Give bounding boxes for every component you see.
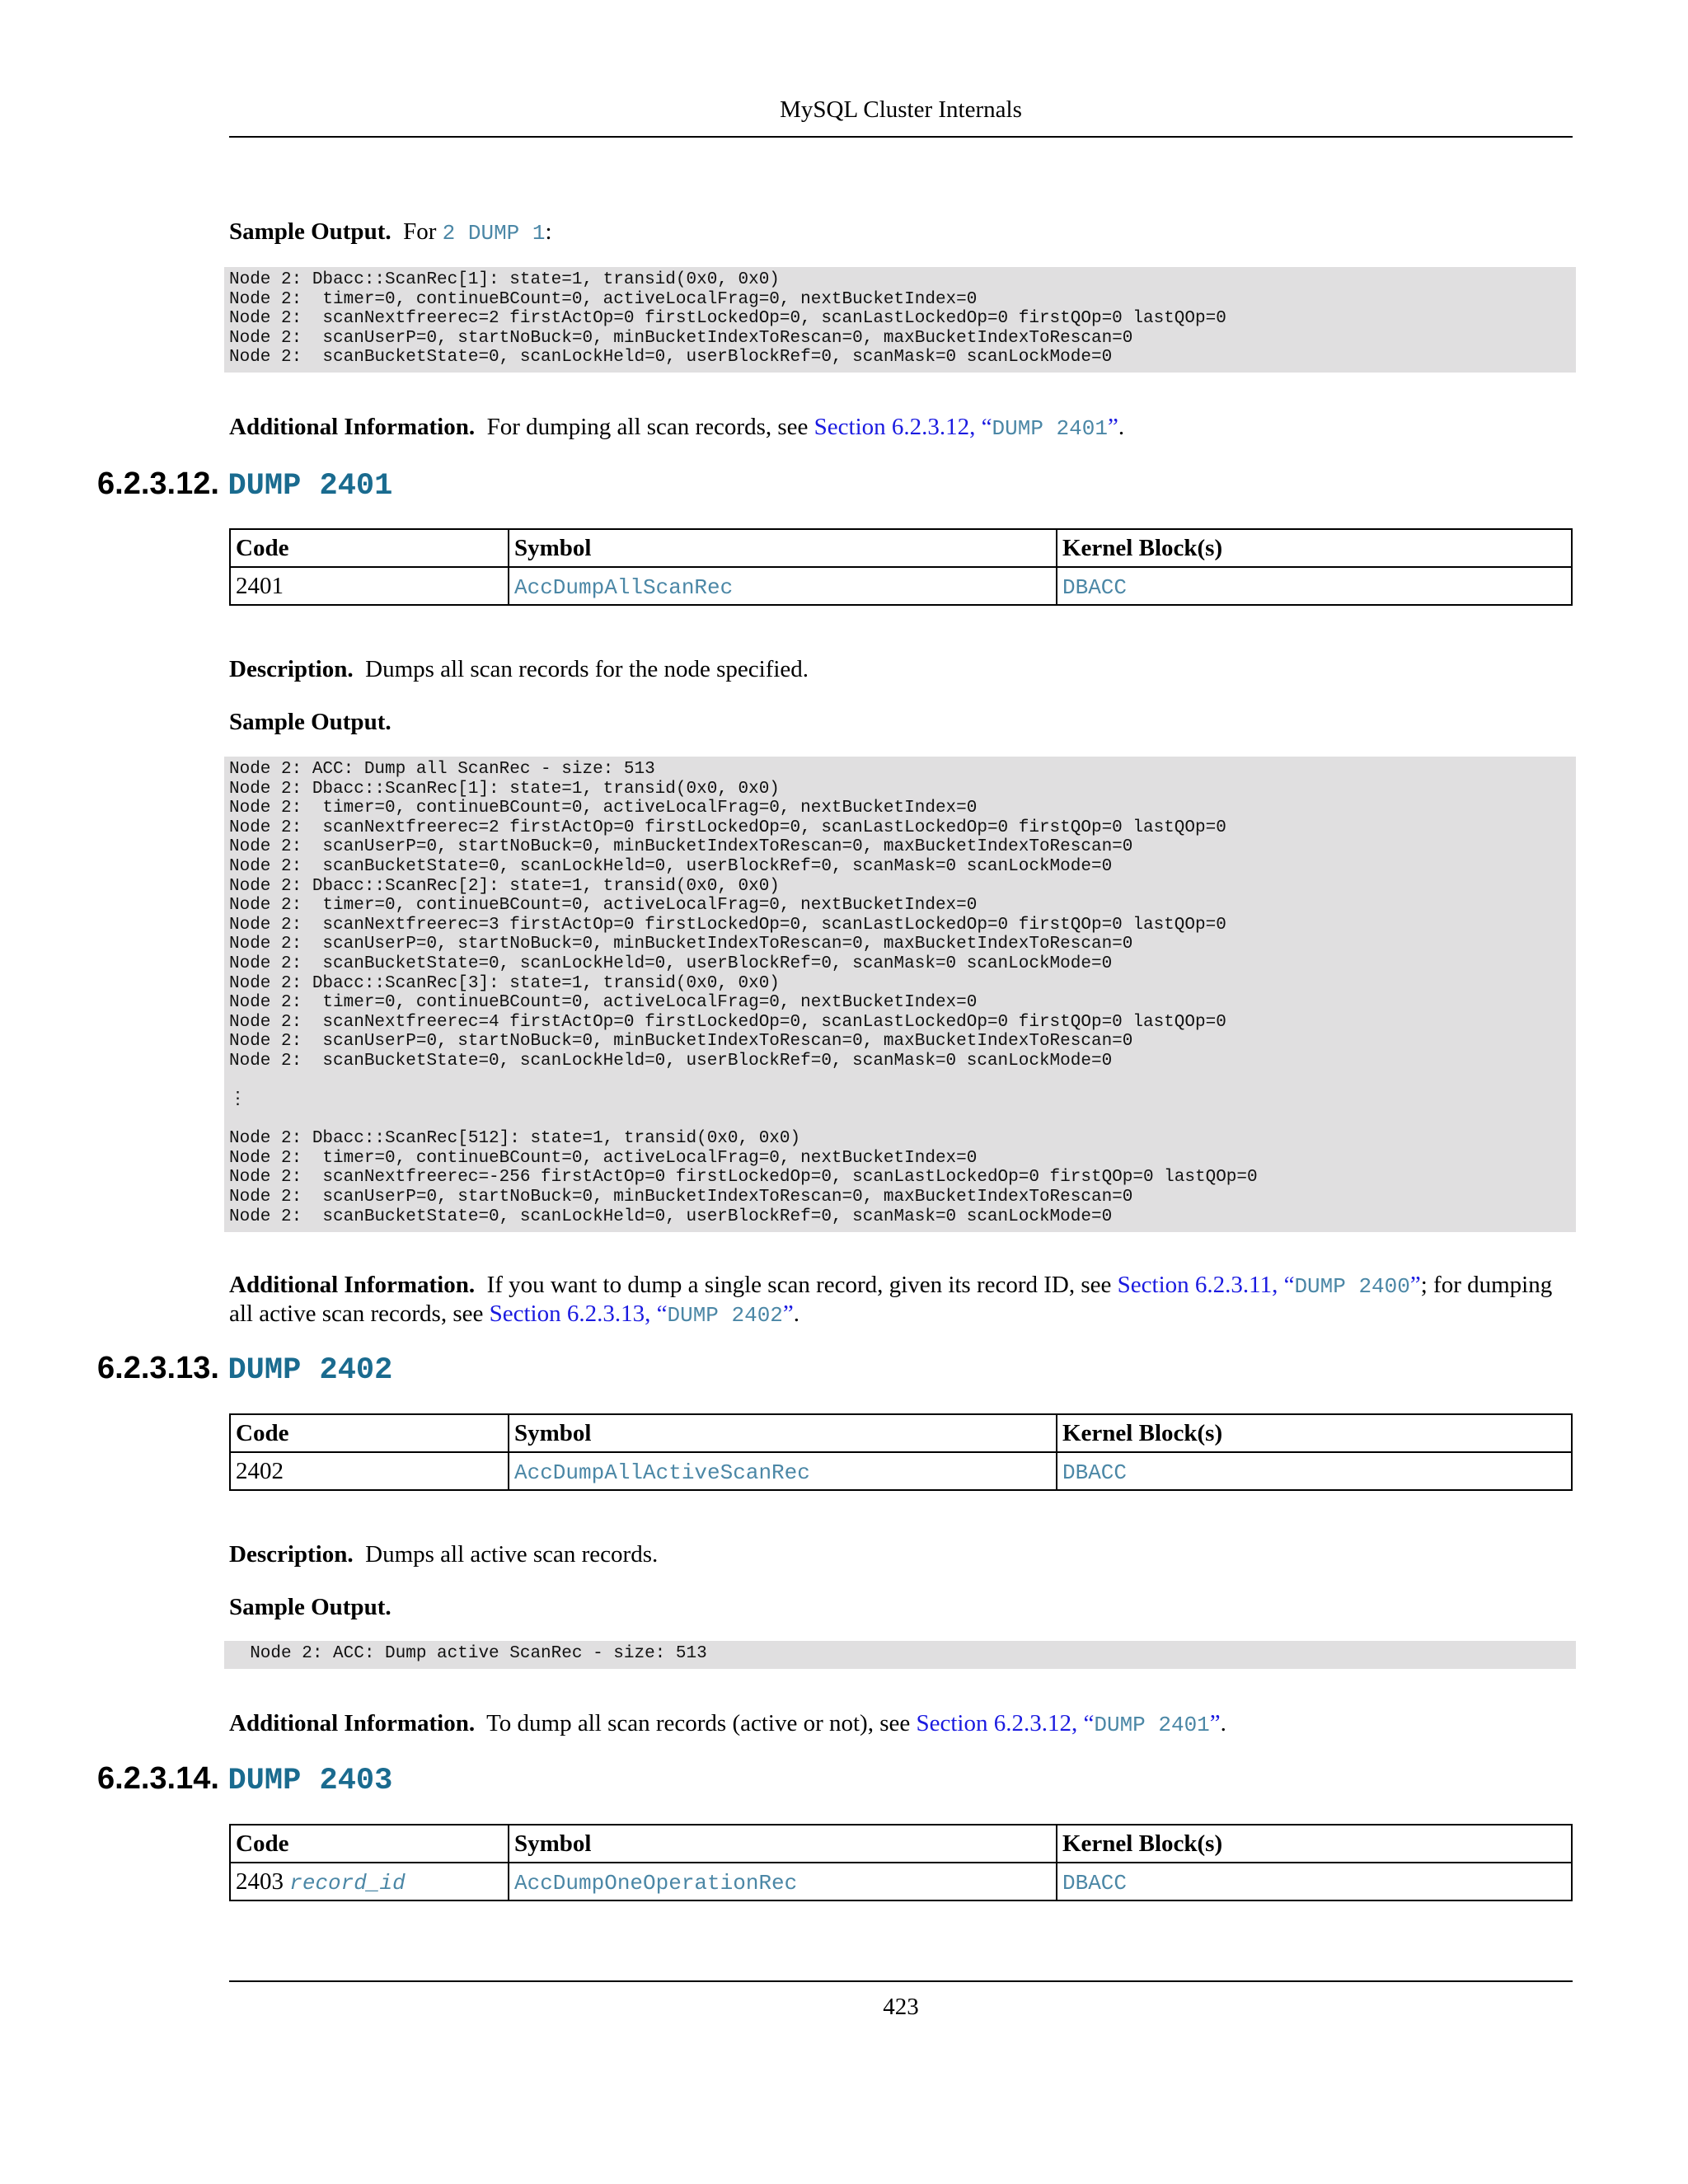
section-link-2402[interactable]: Section 6.2.3.13, “DUMP 2402” [489, 1301, 794, 1328]
sample-output-intro: Sample Output. For 2 DUMP 1: [229, 218, 552, 246]
page-number: 423 [883, 1994, 919, 2020]
sample-output-label: Sample Output. [229, 709, 392, 735]
dump-code: 2401 [230, 567, 509, 605]
dump-code: 2402 [230, 1452, 509, 1490]
command-code: 2 DUMP 1 [442, 221, 546, 246]
description: Description. Dumps all scan records for the node specified. [229, 656, 809, 682]
kernel-block-link[interactable]: DBACC [1062, 574, 1128, 600]
dump-info-table: Code Symbol Kernel Block(s) 2403 record_id AccDumpOneOperationRec DBACC [229, 1824, 1573, 1901]
code-block: Node 2: ACC: Dump all ScanRec - size: 513 Node 2: Dbacc::ScanRec[1]: state=1, transid(0x0, 0x0) Node 2: timer=0, continueBCount=0, activeLocalFrag=0, nextBucketIndex=0 Node 2: scanNextfreerec=2 firstActOp=0 firstLockedOp=0, scanLastLockedOp=0 firstQOp=0 lastQOp=0 Node 2: scanUserP=0, startNoBuck=0, minBucketIndexToRescan=0, maxBucketIndexToRescan=0 Node 2: scanBucketState=0, scanLockHeld=0, userBlockRef=0, scanMask=0 scanLockMode=0 Node 2: Dbacc::ScanRec[2]: state=1, transid(0x0, 0x0) Node 2: timer=0, continueBCount=0, activeLocalFrag=0, nextBucketIndex=0 Node 2: scanNextfreerec=3 firstActOp=0 firstLockedOp=0, scanLastLockedOp=0 firstQOp=0 lastQOp=0 Node 2: scanUserP=0, startNoBuck=0, minBucketIndexToRescan=0, maxBucketIndexToRescan=0 Node 2: scanBucketState=0, scanLockHeld=0, userBlockRef=0, scanMask=0 scanLockMode=0 Node 2: Dbacc::ScanRec[3]: state=1, transid(0x0, 0x0) Node 2: timer=0, continueBCount=0, activeLocalFrag=0, nextBucketIndex=0 Node 2: scanNextfreerec=4 firstActOp=0 firstLockedOp=0, scanLastLockedOp=0 firstQOp=0 lastQOp=0 Node 2: scanUserP=0, startNoBuck=0, minBucketIndexToRescan=0, maxBucketIndexToRescan=0 Node 2: scanBucketState=0, scanLockHeld=0, userBlockRef=0, scanMask=0 scanLockMode=0 ⋮ Node 2: Dbacc::ScanRec[512]: state=1, transid(0x0, 0x0) Node 2: timer=0, continueBCount=0, activeLocalFrag=0, nextBucketIndex=0 Node 2: scanNextfreerec=-256 firstActOp=0 firstLockedOp=0, scanLastLockedOp=0 firstQOp=0 lastQOp=0 Node 2: scanUserP=0, startNoBuck=0, minBucketIndexToRescan=0, maxBucketIndexToRescan=0 Node 2: scanBucketState=0, scanLockHeld=0, userBlockRef=0, scanMask=0 scanLockMode=0 [224, 757, 1576, 1232]
additional-info: Additional Information. To dump all scan records (active or not), see Section 6.2.3.12, “DUMP 2401”. [229, 1710, 1226, 1737]
section-link-2400[interactable]: Section 6.2.3.11, “DUMP 2400” [1117, 1272, 1421, 1299]
section-heading-2402: 6.2.3.13. DUMP 2402 [97, 1351, 393, 1388]
section-link-2401[interactable]: Section 6.2.3.12, “DUMP 2401” [814, 414, 1118, 441]
dump-info-table: Code Symbol Kernel Block(s) 2401 AccDumpAllScanRec DBACC [229, 528, 1573, 606]
running-footer [229, 1980, 1573, 2021]
sample-output-label: Sample Output. [229, 1594, 392, 1620]
code-block: Node 2: Dbacc::ScanRec[1]: state=1, transid(0x0, 0x0) Node 2: timer=0, continueBCount=0, activeLocalFrag=0, nextBucketIndex=0 Node 2: scanNextfreerec=2 firstActOp=0 firstLockedOp=0, scanLastLockedOp=0 firstQOp=0 lastQOp=0 Node 2: scanUserP=0, startNoBuck=0, minBucketIndexToRescan=0, maxBucketIndexToRescan=0 Node 2: scanBucketState=0, scanLockHeld=0, userBlockRef=0, scanMask=0 scanLockMode=0 [224, 267, 1576, 373]
symbol-link[interactable]: AccDumpOneOperationRec [514, 1870, 798, 1896]
additional-info: Additional Information. For dumping all scan records, see Section 6.2.3.12, “DUMP 2401”. [229, 414, 1125, 441]
record-id-param: record_id [289, 1870, 406, 1896]
symbol-link[interactable]: AccDumpAllScanRec [514, 574, 734, 600]
document-title: MySQL Cluster Internals [780, 96, 1022, 123]
description: Description. Dumps all active scan records. [229, 1541, 659, 1568]
symbol-link[interactable]: AccDumpAllActiveScanRec [514, 1460, 810, 1485]
section-heading-2403: 6.2.3.14. DUMP 2403 [97, 1761, 393, 1798]
kernel-block-link[interactable]: DBACC [1062, 1460, 1128, 1485]
code-block: Node 2: ACC: Dump active ScanRec - size: 513 [224, 1641, 1576, 1669]
kernel-block-link[interactable]: DBACC [1062, 1870, 1128, 1896]
dump-info-table: Code Symbol Kernel Block(s) 2402 AccDumpAllActiveScanRec DBACC [229, 1413, 1573, 1491]
dump-code: 2403 record_id [230, 1863, 509, 1900]
running-header [229, 93, 1573, 138]
section-heading-2401: 6.2.3.12. DUMP 2401 [97, 466, 393, 504]
additional-info: Additional Information. If you want to dump a single scan record, given its record ID, see Section 6.2.3.11, “DUMP 2400”; for dumping all active scan records, see Section 6.2.3.13, “DUMP 2402”. [229, 1272, 1553, 1328]
section-link-2401[interactable]: Section 6.2.3.12, “DUMP 2401” [916, 1710, 1221, 1737]
